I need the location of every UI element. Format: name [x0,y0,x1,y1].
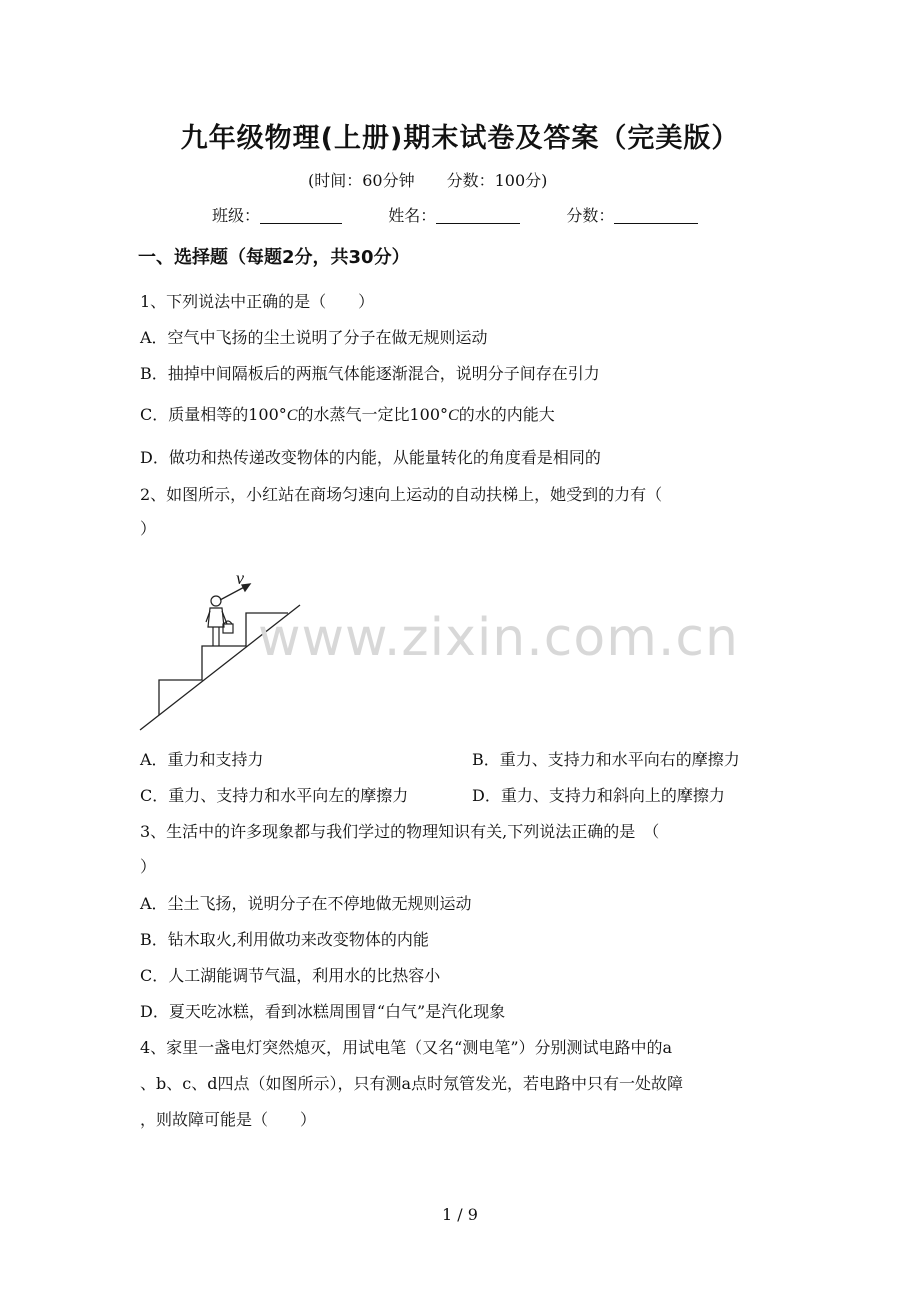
q2-option-b: B．重力、支持力和水平向右的摩擦力 [472,750,740,769]
section-heading: 一、选择题（每题2分，共30分） [138,247,410,268]
watermark: www.zixin.com.cn [258,608,739,668]
q3-stem-line2: ） [140,857,157,876]
q2-stem-line2: ） [140,519,157,538]
q3-option-c: C．人工湖能调节气温，利用水的比热容小 [140,966,441,985]
q1-c-temp1: 100° [248,405,287,424]
q1-option-b: B．抽掉中间隔板后的两瓶气体能逐渐混合，说明分子间存在引力 [140,364,600,383]
score-blank [614,207,698,224]
q1-c-unit1: C [286,407,298,424]
q3-option-b: B．钻木取火,利用做功来改变物体的内能 [140,930,429,949]
q4-stem-line2: 、b、c、d四点（如图所示），只有测a点时氖管发光，若电路中只有一处故障 [140,1074,683,1093]
score-label: 分数： [566,206,615,225]
name-blank [436,207,520,224]
q1-c-temp2: 100° [409,405,449,424]
q4-stem-line3: ，则故障可能是（ ） [140,1110,317,1129]
q1-c-mid: 的水蒸气一定比 [297,405,410,424]
page-number: 1 / 9 [442,1205,478,1224]
q3-option-a: A．尘土飞扬，说明分子在不停地做无规则运动 [140,894,472,913]
student-info-fields [212,203,698,226]
name-label: 姓名： [388,206,437,225]
q1-stem: 1、下列说法中正确的是（ ） [140,292,375,311]
q3-option-d: D．夏天吃冰糕，看到冰糕周围冒“白气”是汽化现象 [140,1002,506,1021]
girl-figure [206,596,233,646]
class-blank [260,207,342,224]
q2-option-c: C．重力、支持力和水平向左的摩擦力 [140,786,409,805]
q1-option-c [140,402,555,425]
q2-stem-line1: 2、如图所示，小红站在商场匀速向上运动的自动扶梯上，她受到的力有（ [140,485,663,504]
q2-option-a: A．重力和支持力 [140,750,264,769]
q1-c-post: 的水的内能大 [458,405,555,424]
q4-stem-line1: 4、家里一盏电灯突然熄灭，用试电笔（又名“测电笔”）分别测试电路中的a [140,1038,673,1057]
q3-stem-line1: 3、生活中的许多现象都与我们学过的物理知识有关,下列说法正确的是 （ [140,822,660,841]
q1-option-a: A．空气中飞扬的尘土说明了分子在做无规则运动 [140,328,488,347]
q1-c-unit2: C [448,407,459,424]
exam-info: (时间：60分钟 分数：100分) [308,171,548,190]
q1-c-pre: C．质量相等的 [140,405,249,424]
velocity-label: v [236,568,244,588]
q1-option-d: D．做功和热传递改变物体的内能，从能量转化的角度看是相同的 [140,448,601,467]
q2-option-d: D．重力、支持力和斜向上的摩擦力 [472,786,725,805]
class-label: 班级： [212,206,261,225]
page-title: 九年级物理(上册)期末试卷及答案（完美版） [180,123,740,154]
